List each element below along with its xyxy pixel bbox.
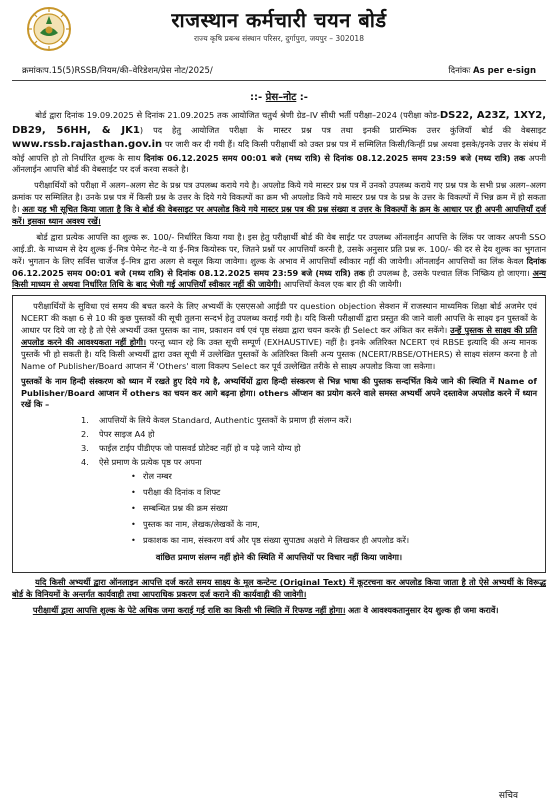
para1-text-c: पर जारी कर दी गयी हैं। यदि किसी परीक्षार्थी को उक्त प्रश्न पत्र में सम्मिलित किसी/किन्हीं प्रश्न अथवा इसके/इनके उत्तर के संबंध में कोई आपत्ति हो तो निर्धारित शुल्क के साथ xyxy=(12,139,546,163)
list-item: • परीक्षा की दिनांक व शिफ्ट xyxy=(131,487,221,498)
website-link[interactable]: www.rssb.rajasthan.gov.in xyxy=(12,139,163,150)
para2-underline: अतः यह भी सूचित किया जाता है कि वे बोर्ड की वेबसाइट पर अपलोड किये गये मास्टर प्रश्न पत्र की प्रश्न संख्या व उत्तर के विकल्पों के क्रम के आधार पर ही अपनी आपत्तियाँ दर्ज करें। इसका ध्यान अवश्य रखें। xyxy=(12,204,546,226)
box-text-b: परन्तु ध्यान रहे कि उक्त सूची सम्पूर्ण (EXHAUSTIVE) नहीं है। इनके अतिरिक्त NCERT एवं RBSE इत्यादि की अन्य मानक पुस्तकें भी हो सकती है। यदि किसी अभ्यर्थी द्वारा उक्त सूची में उल्लेखित पुस्तकों के अतिरिक्त किसी अन्य पुस्तक (NCERT/RBSE/OTHERS) से साक्ष्य संलग्न करना है तो Name of Publisher/Board आप्शन में 'Others' वाला विकल्प Select कर पूर्व उल्लेखित तरीके से साक्ष्य अपलोड किया जा सकेगा। xyxy=(21,336,538,371)
box-paragraph xyxy=(21,301,537,372)
signature-designation: सचिव xyxy=(498,791,518,801)
list-item: • रोल नम्बर xyxy=(131,471,172,482)
list-item: 1. आपत्तियों के लिये केवल Standard, Authentic पुस्तकों के प्रमाण ही संलग्न करें। xyxy=(81,415,352,426)
list-item: 4. ऐसे प्रमाण के प्रत्येक पृष्ठ पर अपना xyxy=(81,457,202,468)
list-item: • सम्बन्धित प्रश्न की क्रम संख्या xyxy=(131,503,228,514)
page-title-text: प्रेस–नोट xyxy=(265,92,297,103)
objection-date-range: दिनांक 06.12.2025 समय 00:01 बजे (मध्य रात्रि) से दिनांक 08.12.2025 समय 23:59 बजे (मध्य रात्रि) तक xyxy=(143,152,526,163)
para3-underline: अन्य किसी माध्यम से अथवा निर्धारित तिथि के बाद भेजी गई आपत्तियाँ स्वीकार नहीं की जायेगी। xyxy=(12,267,546,290)
org-name: राजस्थान कर्मचारी चयन बोर्ड xyxy=(171,8,387,32)
para3-text-b: ही उपलब्ध है, उसके पश्चात लिंक निष्क्रिय हो जाएगा। xyxy=(368,267,530,278)
list-item: 2. पेपर साइज A4 हो xyxy=(81,429,155,440)
box-underline: उन्हें पुस्तक से साक्ष्य की प्रति अपलोड करने की आवश्यकता नहीं होगी। xyxy=(21,325,537,347)
para5-underline: परीक्षार्थी द्वारा आपत्ति शुल्क के पेटे अधिक जमा कराई गई राशि का किसी भी स्थिति में रिफण्ड नहीं होगा। xyxy=(32,604,346,615)
para3-text-a: बोर्ड द्वारा प्रत्येक आपत्ति का शुल्क रू. 100/- निर्धारित किया गया है। इस हेतु परीक्षार्थी बोर्ड की वेब साईट पर उपलब्ध ऑनलाईन आपत्ति के लिंक पर जाकर अपनी SSO आई.डी. के माध्यम से देय शुल्क ई–मित्र पेमेन्ट गेट–वे या ई–मित्र कियोस्क पर, जितने प्रश्नों पर आपत्तियाँ करनी है, उसके अनुसार प्रति प्रश्न रू. 100/- की दर से देय शुल्क का भुगतान करें। भुगतान के लिए सर्विस चार्जेज ई–मित्र द्वारा अलग से वसूल किया जावेगा। शुल्क के अभाव में आपत्तियाँ स्वीकार नहीं की जावेगी। ऑनलाईन आपत्तियों का लिंक केवल xyxy=(12,231,546,266)
link-date-range: दिनांक 06.12.2025 समय 00:01 बजे (मध्य रात्रि) से दिनांक 08.12.2025 समय 23:59 बजे (मध्य रात्रि) तक xyxy=(12,255,546,278)
para4-underline: यदि किसी अभ्यर्थी द्वारा ऑनलाइन आपत्ति दर्ज करते समय साक्ष्य के मूल कन्टेन्ट (Original Text) में कूटरचना कर अपलोड किया जाता है तो ऐसे अभ्यर्थी के विरूद्ध बोर्ड के विनियमों के अन्तर्गत कार्यवाही तथा आपराधिक प्रकरण दर्ज कराने की कार्यवाही की जावेगी। xyxy=(12,577,546,600)
paragraph-forgery-warning xyxy=(12,577,546,601)
reference-number: क्रमांकःप.15(5)RSSB/नियम/की–वेरिडेशन/प्रेस नोट/2025/ xyxy=(22,66,213,76)
page-marking-list xyxy=(131,471,537,546)
paragraph-question-sets xyxy=(12,180,546,228)
letterhead xyxy=(12,0,546,60)
list-item: 3. फाईल टाईप पीडीएफ जो पासवर्ड प्रोटेक्ट नहीं हो व पढ़े जाने योग्य हो xyxy=(81,443,301,454)
reference-line xyxy=(12,62,546,81)
paragraph-exam-details xyxy=(12,109,546,176)
box-text-a: परीक्षार्थियों के सुविधा एवं समय की बचत करने के लिए अभ्यर्थी के एसएसओ आईडी पर question objection सेक्शन में राजस्थान माध्यमिक शिक्षा बोर्ड अजमेर एवं NCERT की कक्षा 6 से 10 की कुछ पुस्तकों की सूची तुलना सन्दर्भ हेतु उपलब्ध कराई गयी है। यदि किसी परीक्षार्थी द्वारा प्रस्तुत की जाने वाली आपत्ति के साक्ष्य इन पुस्तकों के आधार पर दिये जा रहे है तो ऐसे अभ्यर्थी उक्त पुस्तक का नाम, प्रकाशन वर्ष एवं पृष्ठ संख्या द्वारा चयन करके ही Select कर अंकित कर सकेंगे। xyxy=(21,301,537,336)
box-bold-paragraph: पुस्तकों के नाम हिन्दी संस्करण को ध्यान में रखते हुए दिये गये है, अभ्यर्थियों द्वारा हिन्दी संस्करण से भिन्न भाषा की पुस्तक सन्दर्भित किये जाने की स्थिति में Name of Publisher/Board आप्शन में others का चयन कर आगे बढ़ना होगा। others ऑप्शन का प्रयोग करने वाले समस्त अभ्यर्थी अपने दस्तावेज अपलोड करने में ध्यान रखें कि – xyxy=(21,375,537,410)
evidence-requirements-list xyxy=(81,415,537,468)
para3-text-c: आपत्तियाँ केवल एक बार ही की जायेगी। xyxy=(283,279,402,290)
bullet-icon: • xyxy=(131,471,136,482)
bullet-icon: • xyxy=(131,535,136,546)
para1-text-b: ) पद हेतु आयोजित परीक्षा के मास्टर प्रश्न पत्र तथा इनकी प्रारम्भिक उत्तर कुंजियाँ बोर्ड की वेबसाइट xyxy=(139,124,547,135)
para1-text-a: बोर्ड द्वारा दिनांक 19.09.2025 से दिनांक 21.09.2025 तक आयोजित चतुर्थ श्रेणी ग्रेड–IV सीधी भर्ती परीक्षा–2024 (परीक्षा कोड- xyxy=(35,110,440,120)
evidence-instructions-box xyxy=(12,295,546,573)
org-address: राज्य कृषि प्रबन्ध संस्थान परिसर, दुर्गापुरा, जयपुर – 302018 xyxy=(194,34,364,43)
date-label: दिनांकः xyxy=(448,66,471,76)
para2-text-a: परीक्षार्थियों को परीक्षा में अलग–अलग सेट के प्रश्न पत्र उपलब्ध कराये गये है। अपलोड किये गये मास्टर प्रश्न पत्र में उनको उपलब्ध कराये गए प्रश्न पत्र के सभी प्रश्न अलग–अलग क्रमांक पर सम्मिलित है। उनके प्रश्न पत्र में किसी प्रश्न के उत्तर के दिये गये विकल्पों का क्रम भी अपलोड किये गये मास्टर प्रश्न पत्र के प्रश्न के उत्तर के विकल्पों में भिन्न क्रम में हो सकता है। xyxy=(12,180,547,215)
paragraph-fee xyxy=(12,232,546,291)
page-title: ::- प्रेस–नोट :- xyxy=(250,92,308,103)
bullet-icon: • xyxy=(131,503,136,514)
bullet-icon: • xyxy=(131,519,136,530)
para1-text-d: अपनी ऑनलाईन आपत्ति बोर्ड की वेबसाईट पर दर्ज करवा सकते है। xyxy=(12,152,547,175)
date-value: As per e-sign xyxy=(473,66,536,76)
exam-codes: DS22, A23Z, 1XY2, DB29, 56HH, & JK1 xyxy=(12,110,546,136)
box-closing: वांछित प्रमाण संलग्न नहीं होने की स्थिति में आपत्तियों पर विचार नहीं किया जावेगा। xyxy=(155,552,403,563)
para5-text-a: अतः वे आवश्यकतानुसार देय शुल्क ही जमा करावें। xyxy=(348,604,499,615)
list-item: • प्रकाशक का नाम, संस्करण वर्ष और पृष्ठ संख्या सुपाठ्य अक्षरो मे लिखकर ही अपलोड करें। xyxy=(131,535,410,546)
reference-date xyxy=(448,65,536,76)
bullet-icon: • xyxy=(131,487,136,498)
list-item: • पुस्तक का नाम, लेखक/लेखकों के नाम, xyxy=(131,519,260,530)
paragraph-refund xyxy=(12,605,546,617)
